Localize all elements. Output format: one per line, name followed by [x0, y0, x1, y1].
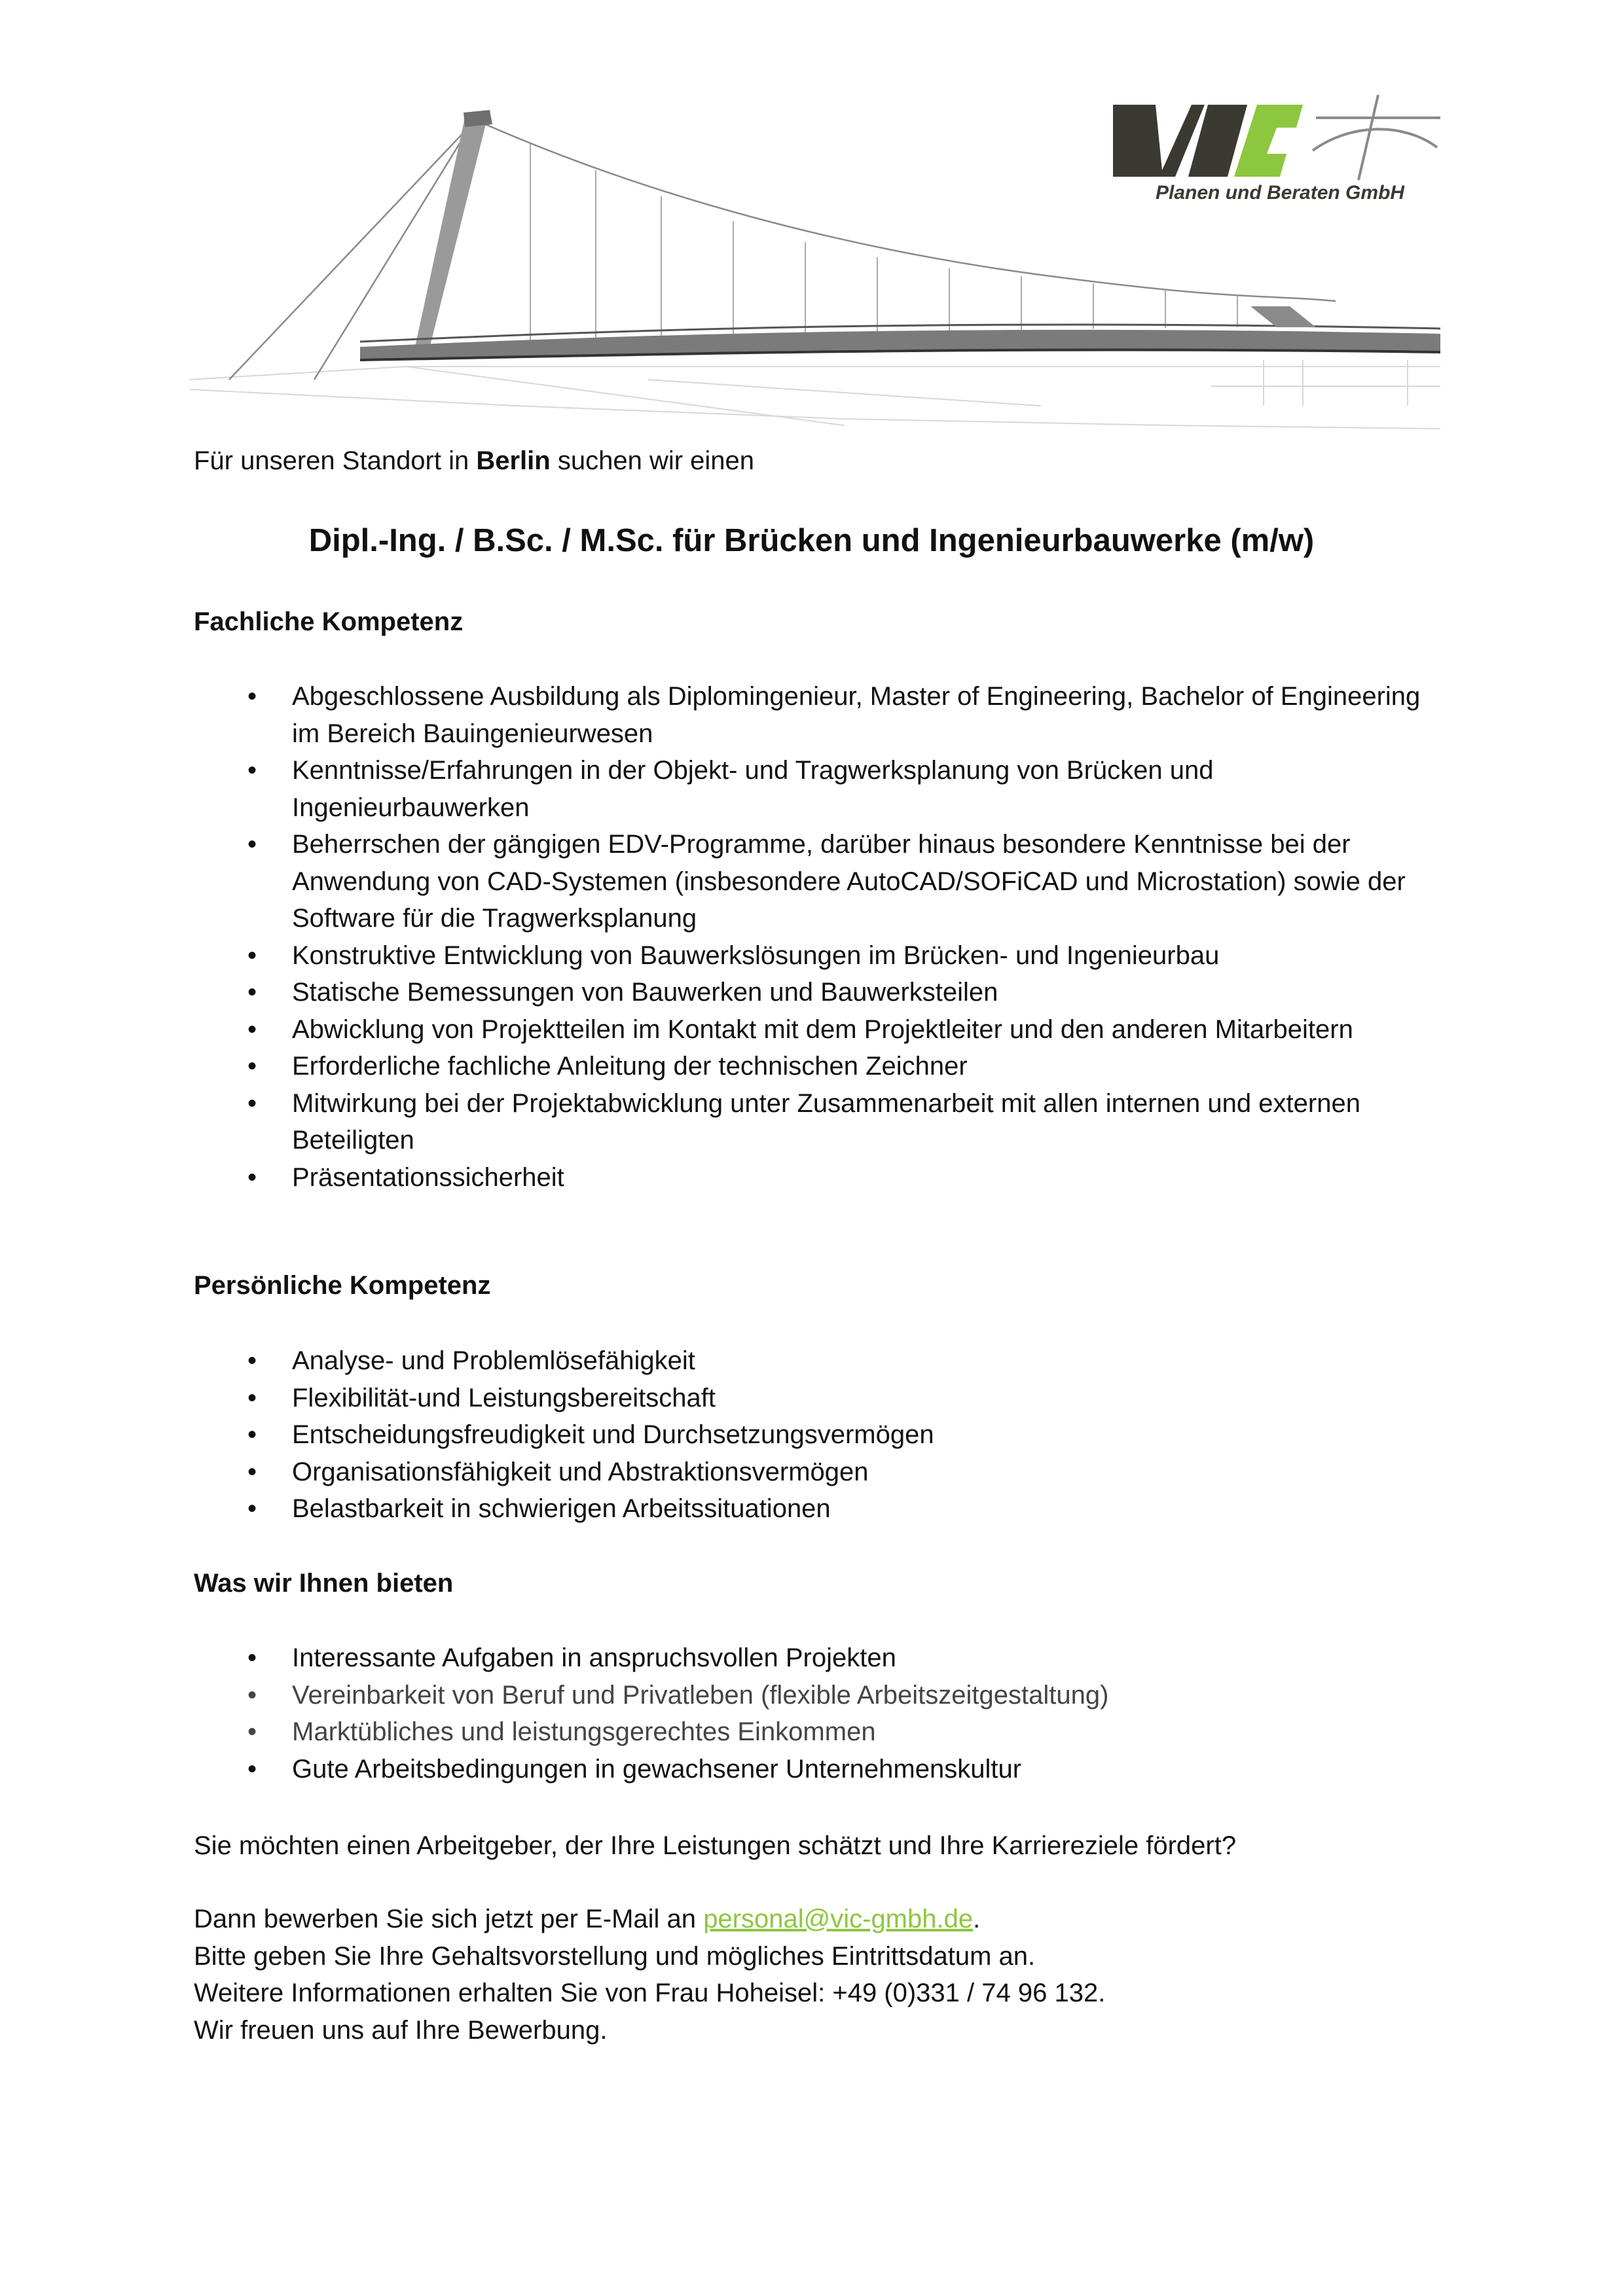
apply-prefix: Dann bewerben Sie sich jetzt per E-Mail an: [194, 1905, 697, 1933]
intro-line: [194, 446, 754, 476]
list-item: • Interessante Aufgaben in anspruchsvollen Projekten: [194, 1640, 1438, 1677]
closing-block: [194, 1901, 1503, 2049]
list-item: • Kenntnisse/Erfahrungen in der Objekt- und Tragwerksplanung von Brücken und Ingenieurbauwerken: [194, 752, 1438, 826]
list-item: • Abgeschlossene Ausbildung als Diplomingenieur, Master of Engineering, Bachelor of Engineering im Bereich Bauingenieurwesen: [194, 678, 1438, 752]
list-item: • Analyse- und Problemlösefähigkeit: [194, 1342, 1438, 1380]
section-heading-persoenlich: Persönliche Kompetenz: [194, 1271, 491, 1300]
intro-suffix: suchen wir einen: [557, 446, 755, 475]
closing-question: Sie möchten einen Arbeitgeber, der Ihre Leistungen schätzt und Ihre Karriereziele fördert?: [194, 1831, 1237, 1860]
list-item: • Organisationsfähigkeit und Abstraktionsvermögen: [194, 1454, 1438, 1491]
job-title: Dipl.-Ing. / B.Sc. / M.Sc. für Brücken und Ingenieurbauwerke (m/w): [308, 523, 1315, 558]
list-item: • Präsentationssicherheit: [194, 1159, 1438, 1196]
list-item: • Erforderliche fachliche Anleitung der technischen Zeichner: [194, 1048, 1438, 1085]
company-logo: [1100, 92, 1440, 223]
list-item: • Entscheidungsfreudigkeit und Durchsetzungsvermögen: [194, 1416, 1438, 1454]
list-item: • Flexibilität-und Leistungsbereitschaft: [194, 1380, 1438, 1417]
list-item: • Konstruktive Entwicklung von Bauwerkslösungen im Brücken- und Ingenieurbau: [194, 937, 1438, 975]
thanks-line: Wir freuen uns auf Ihre Bewerbung.: [194, 2015, 608, 2045]
list-item: • Abwicklung von Projektteilen im Kontakt mit dem Projektleiter und den anderen Mitarbeitern: [194, 1011, 1438, 1049]
salary-line: Bitte geben Sie Ihre Gehaltsvorstellung und mögliches Eintrittsdatum an.: [194, 1941, 1036, 1971]
intro-city: Berlin: [476, 446, 551, 475]
list-item: • Gute Arbeitsbedingungen in gewachsener Unternehmenskultur: [194, 1751, 1438, 1788]
list-item: • Statische Bemessungen von Bauwerken und Bauwerksteilen: [194, 974, 1438, 1011]
apply-line: [194, 1901, 1503, 1938]
info-line: Weitere Informationen erhalten Sie von Frau Hoheisel: +49 (0)331 / 74 96 132.: [194, 1979, 1106, 2007]
list-item: • Beherrschen der gängigen EDV-Programme, darüber hinaus besondere Kenntnisse bei der Anwendung von CAD-Systemen (insbesondere AutoCAD/SOFiCAD und Microstation) sowie der Software für die Tragwerksplanung: [194, 826, 1438, 937]
list-item: • Belastbarkeit in schwierigen Arbeitssituationen: [194, 1490, 1438, 1528]
section-heading-angebot: Was wir Ihnen bieten: [194, 1569, 454, 1598]
list-item: • Marktübliches und leistungsgerechtes Einkommen: [194, 1713, 1438, 1751]
list-item: • Mitwirkung bei der Projektabwicklung unter Zusammenarbeit mit allen internen und externen Beteiligten: [194, 1085, 1438, 1159]
list-item: • Vereinbarkeit von Beruf und Privatleben (flexible Arbeitszeitgestaltung): [194, 1677, 1438, 1714]
email-link[interactable]: personal@vic-gmbh.de: [703, 1905, 974, 1933]
list-angebot: [194, 1640, 1438, 1787]
logo-tagline: Planen und Beraten GmbH: [1156, 182, 1405, 204]
intro-prefix: Für unseren Standort in: [194, 446, 469, 475]
list-persoenlich: [194, 1342, 1438, 1528]
apply-suffix: .: [973, 1905, 981, 1933]
list-fachlich: [194, 678, 1438, 1196]
section-heading-fachlich: Fachliche Kompetenz: [194, 607, 464, 636]
